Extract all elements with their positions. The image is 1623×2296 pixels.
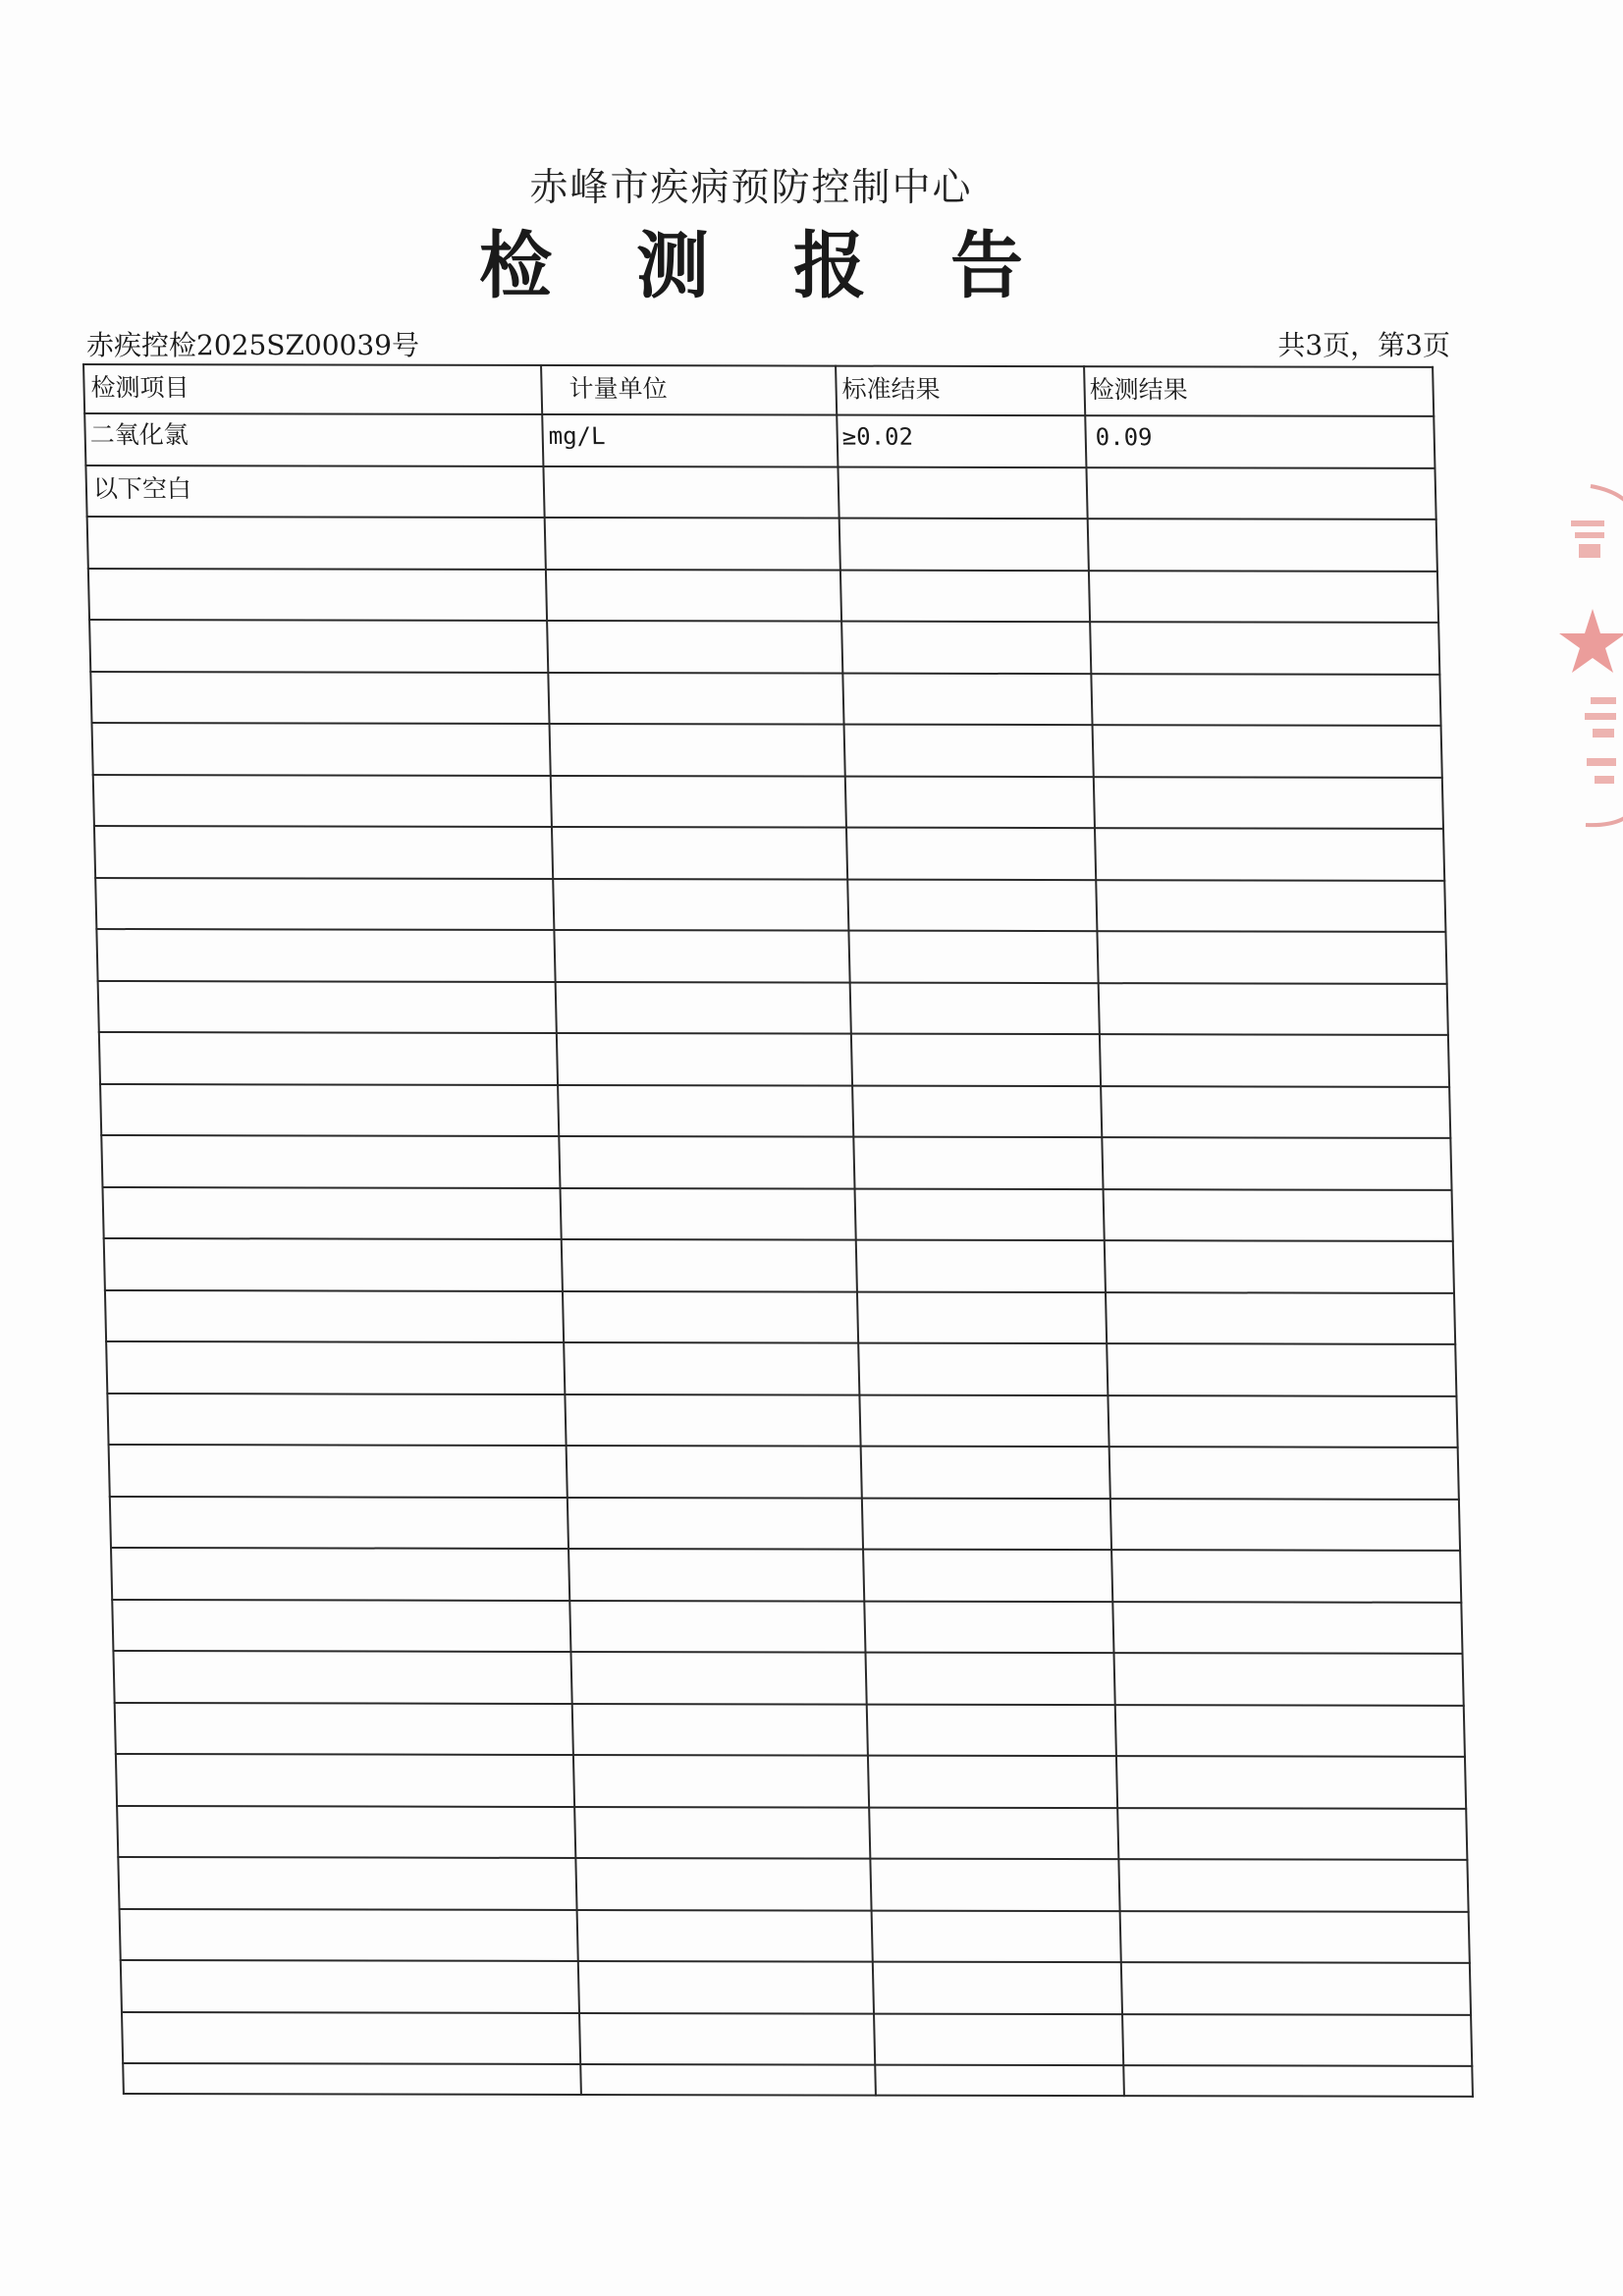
table-cell-result: 0.09 — [1095, 423, 1153, 452]
table-column-divider — [540, 364, 582, 2096]
table-row-divider — [123, 2093, 1474, 2098]
table-row-divider — [98, 1031, 1449, 1036]
table-row-divider — [115, 1753, 1466, 1758]
table-row-divider — [100, 1134, 1451, 1139]
table-row-divider — [97, 979, 1448, 984]
table-row-divider — [117, 1856, 1468, 1861]
table-row-divider — [116, 1804, 1467, 1809]
table-column-divider — [82, 363, 125, 2095]
table-cell-item: 二氧化氯 — [89, 420, 189, 450]
document-title: 检测报告 — [479, 224, 1108, 308]
results-table — [82, 363, 1474, 2098]
table-row-divider — [114, 1701, 1465, 1706]
table-row-divider — [88, 619, 1439, 624]
table-column-divider — [835, 365, 877, 2097]
table-row-divider — [95, 928, 1446, 933]
table-cell-standard: ≥0.02 — [841, 422, 914, 451]
table-row-divider — [82, 363, 1434, 368]
table-row-divider — [87, 567, 1438, 572]
organization-name: 赤峰市疾病预防控制中心 — [529, 166, 973, 210]
table-row-divider — [104, 1288, 1455, 1293]
table-cell-blank-note: 以下空白 — [92, 474, 192, 504]
table-column-divider — [1432, 366, 1474, 2098]
table-row-divider — [111, 1598, 1462, 1603]
column-header-result: 检测结果 — [1089, 375, 1188, 405]
table-row-divider — [101, 1185, 1452, 1190]
table-row-divider — [103, 1237, 1454, 1242]
column-header-item: 检测项目 — [90, 373, 189, 403]
table-row-divider — [90, 722, 1441, 727]
table-row-divider — [108, 1444, 1459, 1449]
table-row-divider — [121, 2010, 1472, 2015]
table-row-divider — [105, 1340, 1456, 1345]
column-header-standard: 标准结果 — [841, 374, 941, 404]
table-row-divider — [112, 1650, 1463, 1655]
table-row-divider — [83, 412, 1434, 417]
table-row-divider — [86, 516, 1437, 520]
report-number: 赤疾控检2025SZ00039号 — [86, 329, 419, 361]
table-row-divider — [106, 1392, 1457, 1396]
table-row-divider — [89, 670, 1440, 675]
table-row-divider — [92, 773, 1443, 778]
table-row-divider — [110, 1547, 1461, 1552]
table-row-divider — [93, 825, 1444, 830]
official-seal-stamp — [1532, 481, 1623, 835]
table-row-divider — [122, 2062, 1473, 2067]
table-cell-unit: mg/L — [548, 421, 606, 451]
table-row-divider — [84, 464, 1435, 468]
page-indicator: 共3页，第3页 — [1277, 329, 1450, 361]
table-row-divider — [94, 876, 1445, 881]
column-header-unit: 计量单位 — [568, 374, 668, 404]
table-row-divider — [119, 1907, 1470, 1912]
table-column-divider — [1083, 365, 1125, 2097]
table-row-divider — [120, 1959, 1471, 1964]
table-row-divider — [99, 1082, 1450, 1087]
table-row-divider — [109, 1495, 1460, 1500]
